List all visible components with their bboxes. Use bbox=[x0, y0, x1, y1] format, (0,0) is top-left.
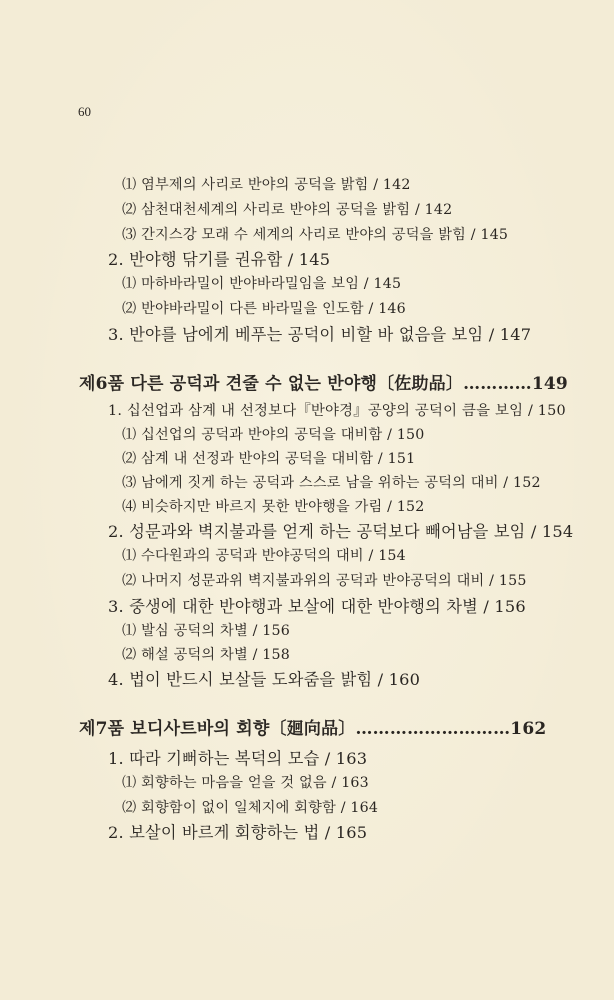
toc-subentry: ⑵ 나머지 성문과위 벽지불과위의 공덕과 반야공덕의 대비 / 155 bbox=[122, 573, 527, 589]
toc-subentry: ⑵ 삼계 내 선정과 반야의 공덕을 대비함 / 151 bbox=[122, 451, 416, 467]
toc-subentry: ⑴ 십선업의 공덕과 반야의 공덕을 대비함 / 150 bbox=[122, 427, 425, 443]
toc-entry: 2. 반야행 닦기를 권유함 / 145 bbox=[108, 250, 331, 269]
toc-entry: 4. 법이 반드시 보살들 도와줌을 밝힘 / 160 bbox=[108, 670, 421, 689]
toc-subentry: ⑶ 남에게 짓게 하는 공덕과 스스로 남을 위하는 공덕의 대비 / 152 bbox=[122, 475, 541, 491]
toc-subentry: ⑵ 삼천대천세계의 사리로 반야의 공덕을 밝힘 / 142 bbox=[122, 202, 453, 218]
toc-subentry: ⑴ 염부제의 사리로 반야의 공덕을 밝힘 / 142 bbox=[122, 177, 411, 193]
toc-entry: 3. 반야를 남에게 베푸는 공덕이 비할 바 없음을 보임 / 147 bbox=[108, 325, 532, 344]
toc-chapter-heading: 제7품 보디사트바의 회향〔廻向品〕………………………162 bbox=[79, 719, 547, 739]
toc-entry: 2. 보살이 바르게 회향하는 법 / 165 bbox=[108, 823, 368, 842]
toc-subentry: ⑵ 반야바라밀이 다른 바라밀을 인도함 / 146 bbox=[122, 301, 406, 317]
toc-subentry: ⑵ 해설 공덕의 차별 / 158 bbox=[122, 647, 290, 663]
toc-subentry: ⑴ 회향하는 마음을 얻을 것 없음 / 163 bbox=[122, 775, 369, 791]
toc-subentry: ⑴ 마하바라밀이 반야바라밀임을 보임 / 145 bbox=[122, 276, 402, 292]
toc-entry: 3. 중생에 대한 반야행과 보살에 대한 반야행의 차별 / 156 bbox=[108, 597, 526, 616]
toc-subentry: ⑴ 수다원과의 공덕과 반야공덕의 대비 / 154 bbox=[122, 548, 406, 564]
toc-entry: 2. 성문과와 벽지불과를 얻게 하는 공덕보다 빼어남을 보임 / 154 bbox=[108, 522, 574, 541]
toc-subentry: ⑶ 간지스강 모래 수 세계의 사리로 반야의 공덕을 밝힘 / 145 bbox=[122, 227, 509, 243]
toc-chapter-heading: 제6품 다른 공덕과 견줄 수 없는 반야행〔佐助品〕…………149 bbox=[79, 374, 568, 394]
toc-entry: 1. 십선업과 삼계 내 선정보다『반야경』공양의 공덕이 큼을 보임 / 150 bbox=[108, 403, 566, 419]
toc-subentry: ⑷ 비슷하지만 바르지 못한 반야행을 가림 / 152 bbox=[122, 499, 425, 515]
toc-subentry: ⑴ 발심 공덕의 차별 / 156 bbox=[122, 623, 290, 639]
page-number: 60 bbox=[78, 104, 91, 119]
toc-entry: 1. 따라 기뻐하는 복덕의 모습 / 163 bbox=[108, 749, 368, 768]
toc-subentry: ⑵ 회향함이 없이 일체지에 회향함 / 164 bbox=[122, 800, 379, 816]
